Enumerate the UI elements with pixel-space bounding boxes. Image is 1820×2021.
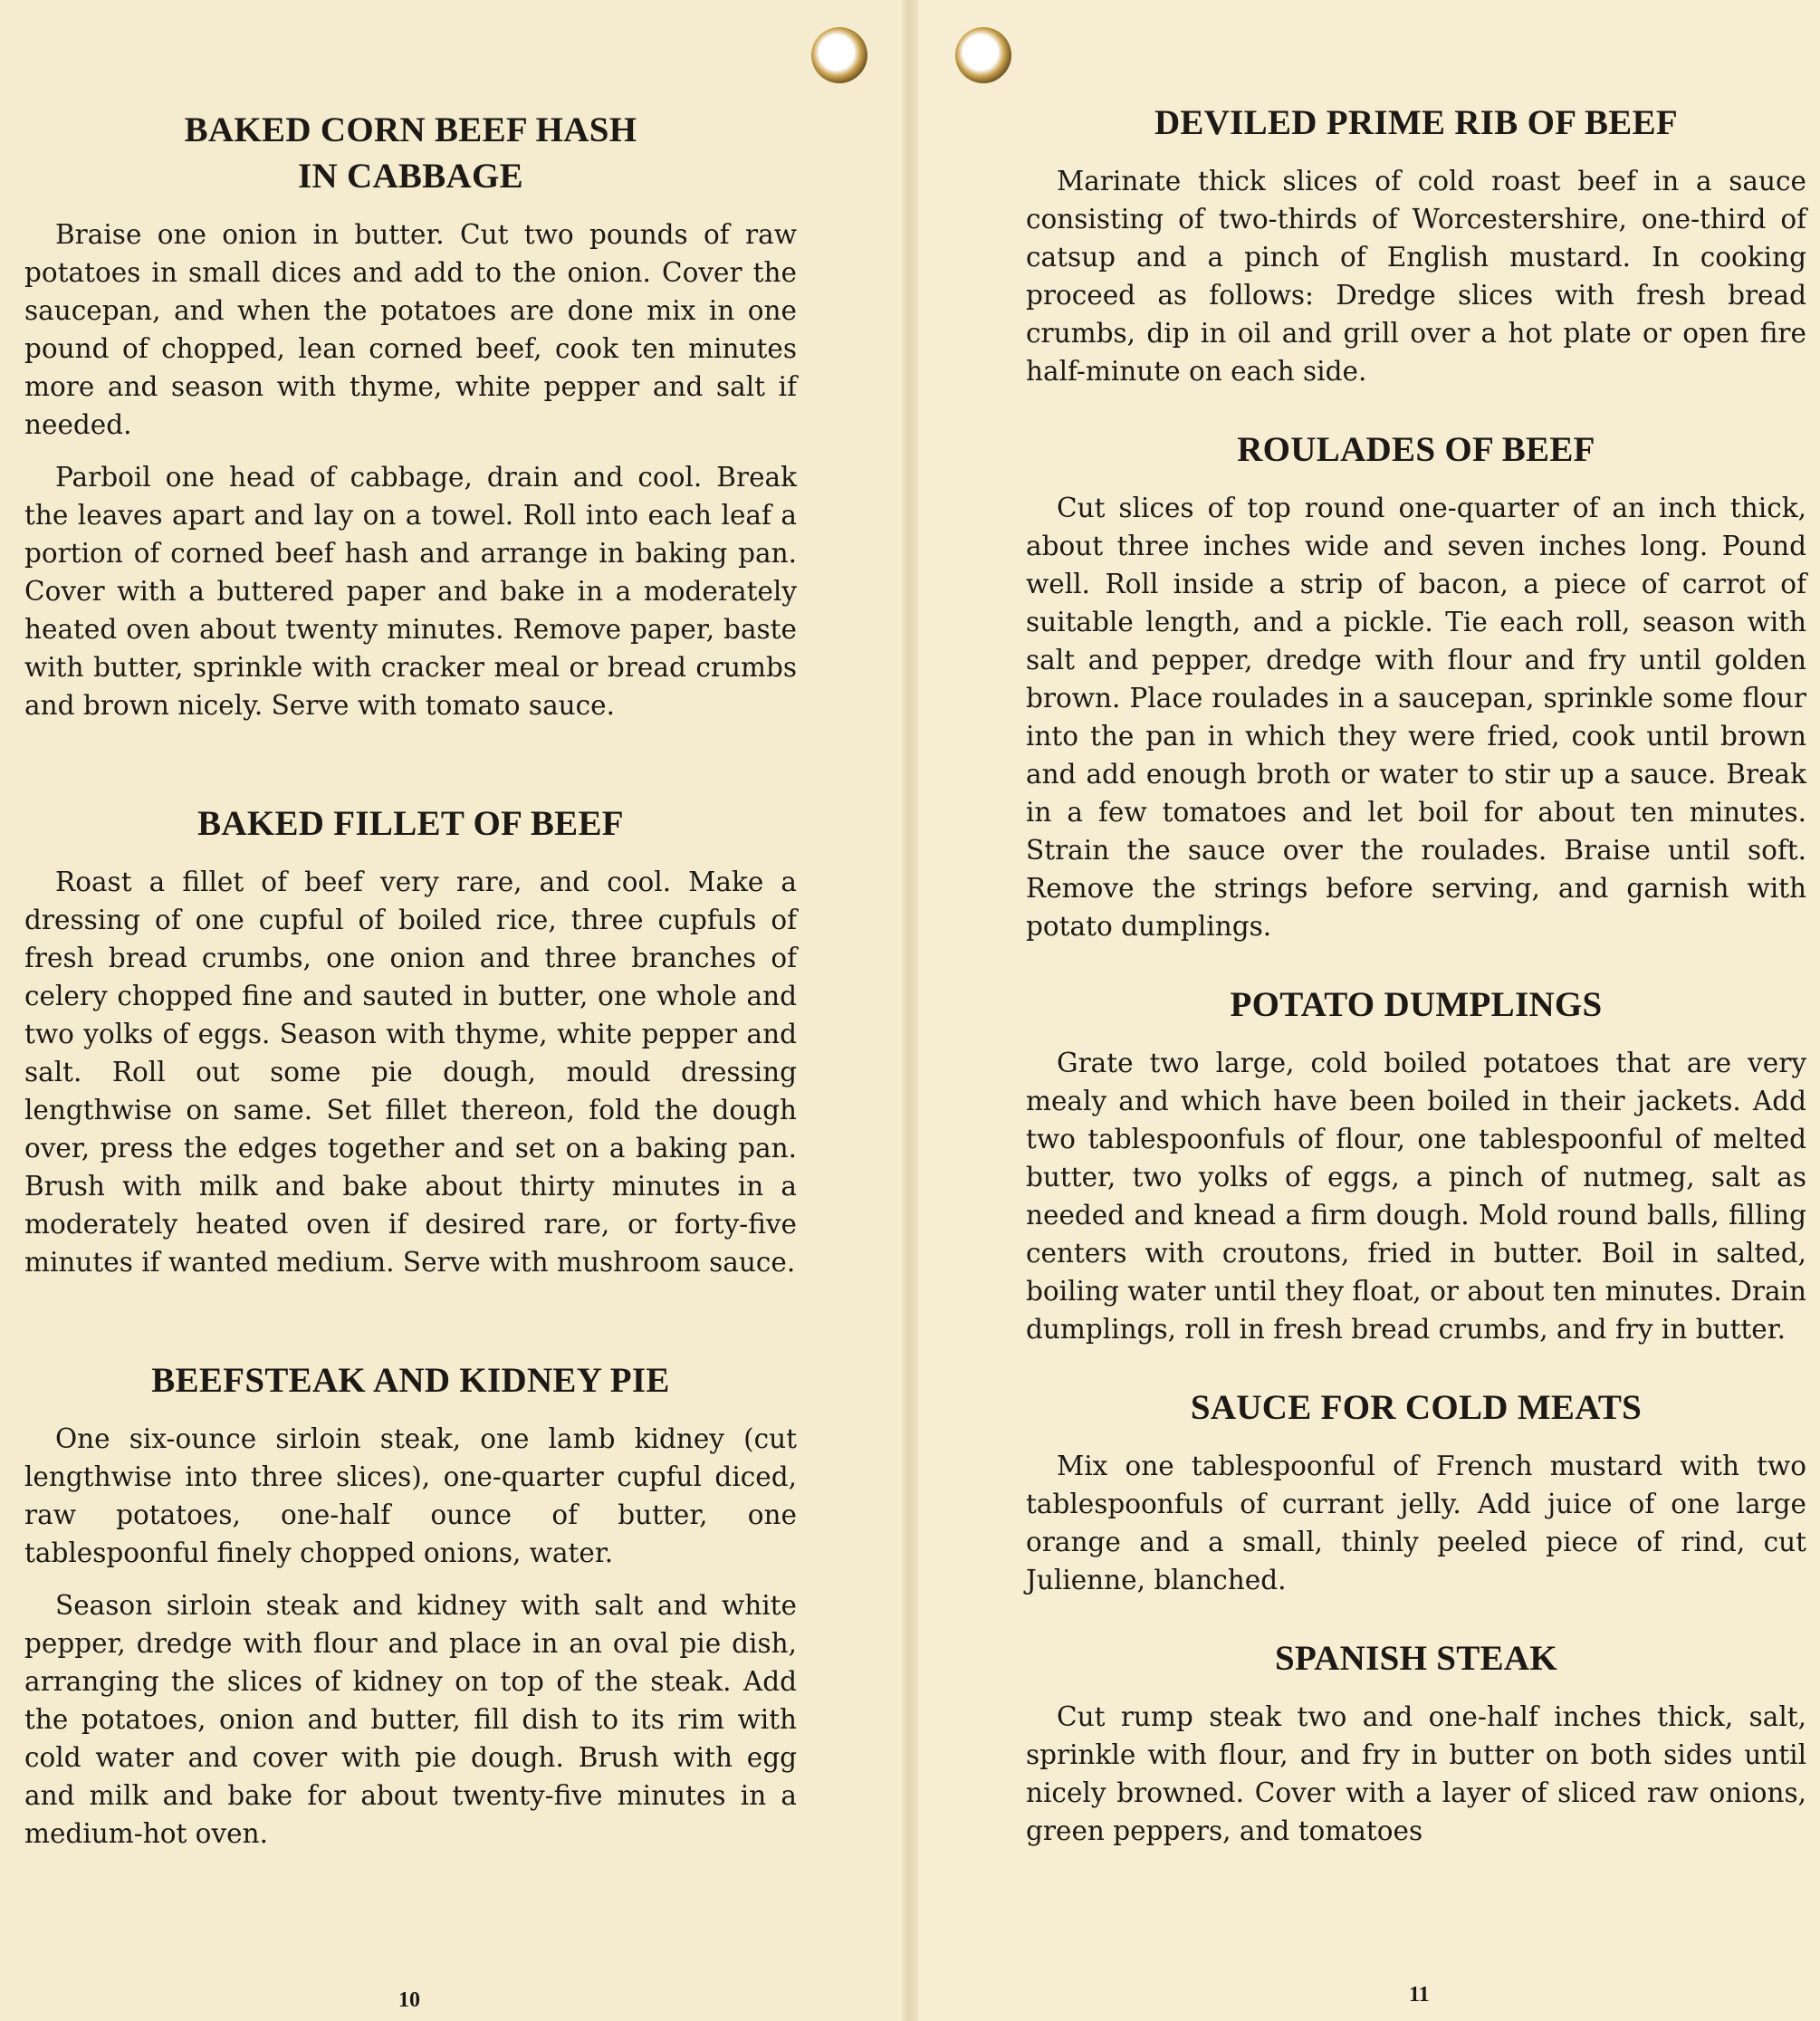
recipe-title: SPANISH STEAK <box>1274 1639 1557 1678</box>
recipe-paragraph: One six-ounce sirloin steak, one lamb kidney (cut lengthwise into three slices), one-quarter cupful diced, raw potatoes, one-half ounce of butter, one tablespoonful finely chopped onions, water. <box>24 1423 797 1568</box>
recipe-title-line-2: IN CABBAGE <box>298 157 523 196</box>
right-page <box>910 0 1820 2021</box>
recipe-paragraph: Parboil one head of cabbage, drain and cool. Break the leaves apart and lay on a towel. Roll into each leaf a portion of corned beef hash and arrange in baking pan. Cover with a buttered paper and bake in a moderately heated oven about twenty minutes. Remove paper, baste with butter, sprinkle with cracker meal or bread crumbs and brown nicely. Serve with tomato sauce. <box>24 462 797 721</box>
page-number: 10 <box>398 1988 420 2012</box>
recipe-paragraph: Cut rump steak two and one-half inches thick, salt, sprinkle with flour, and fry in butter on both sides until nicely browned. Cover with a layer of sliced raw onions, green peppers, and tomatoes <box>1026 1701 1806 1846</box>
recipe-title <box>24 107 797 199</box>
recipe-title: SAUCE FOR COLD MEATS <box>1190 1388 1643 1427</box>
recipe-title: DEVILED PRIME RIB OF BEEF <box>1154 103 1679 142</box>
recipe-beefsteak-and-kidney-pie <box>24 1357 797 1853</box>
recipe-paragraph: Braise one onion in butter. Cut two pounds of raw potatoes in small dices and add to the onion. Cover the saucepan, and when the potatoes are done mix in one pound of chopped, lean corned beef, cook ten minutes more and season with thyme, white pepper and salt if needed. <box>24 219 797 440</box>
recipe-deviled-prime-rib <box>1026 100 1806 390</box>
recipe-paragraph: Roast a fillet of beef very rare, and cool. Make a dressing of one cupful of boiled rice, three cupfuls of fresh bread crumbs, one onion and three branches of celery chopped fine and sauted in butter, one whole and two yolks of eggs. Season with thyme, white pepper and salt. Roll out some pie dough, mould dressing lengthwise on same. Set fillet thereon, fold the dough over, press the edges together and set on a baking pan. Brush with milk and bake about thirty minutes in a moderately heated oven if desired rare, or forty-five minutes if wanted medium. Serve with mushroom sauce. <box>24 867 797 1278</box>
recipe-paragraph: Marinate thick slices of cold roast beef in a sauce consisting of two-thirds of Worcestershire, one-third of catsup and a pinch of English mustard. In cooking proceed as follows: Dredge slices with fresh bread crumbs, dip in oil and grill over a hot plate or open fire half-minute on each side. <box>1026 166 1806 387</box>
recipe-paragraph: Mix one tablespoonful of French mustard with two tablespoonfuls of currant jelly. Add juice of one large orange and a small, thinly peeled piece of rind, cut Julienne, blanched. <box>1026 1451 1806 1595</box>
recipe-paragraph: Season sirloin steak and kidney with salt and white pepper, dredge with flour and place in an oval pie dish, arranging the slices of kidney on top of the steak. Add the potatoes, onion and butter, fill dish to its rim with cold water and cover with pie dough. Brush with egg and milk and bake for about twenty-five minutes in a medium-hot oven. <box>24 1590 797 1849</box>
recipe-title-line-1: BAKED CORN BEEF HASH <box>184 110 637 149</box>
page-number: 11 <box>1409 1983 1430 2007</box>
recipe-baked-fillet-of-beef <box>24 800 797 1281</box>
recipe-roulades-of-beef <box>1026 426 1806 945</box>
recipe-title: POTATO DUMPLINGS <box>1230 985 1603 1024</box>
punch-hole-icon <box>955 27 1011 83</box>
recipe-spanish-steak <box>1026 1635 1806 1850</box>
recipe-title: BEEFSTEAK AND KIDNEY PIE <box>151 1361 670 1400</box>
recipe-paragraph: Cut slices of top round one-quarter of an inch thick, about three inches wide and seven inches long. Pound well. Roll inside a strip of bacon, a piece of carrot of suitable length, and a pickle. Tie each roll, season with salt and pepper, dredge with flour and fry until golden brown. Place roulades in a saucepan, sprinkle some flour into the pan in which they were fried, cook until brown and add enough broth or water to stir up a sauce. Break in a few tomatoes and let boil for about ten minutes. Strain the sauce over the roulades. Braise until soft. Remove the strings before serving, and garnish with potato dumplings. <box>1026 493 1806 942</box>
recipe-sauce-for-cold-meats <box>1026 1384 1806 1599</box>
recipe-potato-dumplings <box>1026 982 1806 1348</box>
recipe-baked-corn-beef-hash <box>24 107 797 724</box>
recipe-paragraph: Grate two large, cold boiled potatoes that are very mealy and which have been boiled in their jackets. Add two tablespoonfuls of flour, one tablespoonful of melted butter, two yolks of eggs, a pinch of nutmeg, salt as needed and knead a firm dough. Mold round balls, filling centers with croutons, fried in butter. Boil in salted, boiling water until they float, or about ten minutes. Drain dumplings, roll in fresh bread crumbs, and fry in butter. <box>1026 1048 1806 1345</box>
recipe-title: ROULADES OF BEEF <box>1237 430 1595 469</box>
punch-hole-icon <box>811 27 867 83</box>
binding-gutter <box>902 0 918 2021</box>
recipe-title: BAKED FILLET OF BEEF <box>197 804 624 843</box>
